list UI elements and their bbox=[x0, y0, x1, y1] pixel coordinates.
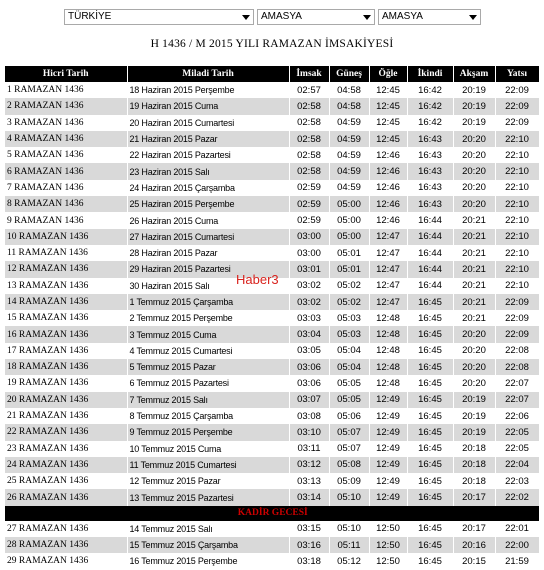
cell-ogle: 12:47 bbox=[369, 245, 407, 261]
cell-ikindi: 16:43 bbox=[407, 163, 453, 179]
cell-ogle: 12:49 bbox=[369, 392, 407, 408]
cell-imsak: 02:58 bbox=[289, 131, 329, 147]
cell-miladi: 30 Haziran 2015 Salı bbox=[127, 278, 289, 294]
cell-ikindi: 16:44 bbox=[407, 261, 453, 277]
cell-ogle: 12:47 bbox=[369, 229, 407, 245]
cell-gunes: 05:02 bbox=[329, 294, 369, 310]
cell-hicri: 24 RAMAZAN 1436 bbox=[5, 457, 127, 473]
col-yatsi: Yatsı bbox=[495, 66, 539, 82]
cell-yatsi: 22:09 bbox=[495, 310, 539, 326]
cell-aksam: 20:19 bbox=[453, 392, 495, 408]
cell-aksam: 20:19 bbox=[453, 424, 495, 440]
cell-ikindi: 16:45 bbox=[407, 537, 453, 553]
cell-hicri: 6 RAMAZAN 1436 bbox=[5, 163, 127, 179]
cell-miladi: 6 Temmuz 2015 Pazartesi bbox=[127, 375, 289, 391]
cell-gunes: 05:00 bbox=[329, 229, 369, 245]
cell-hicri: 29 RAMAZAN 1436 bbox=[5, 553, 127, 569]
col-ikindi: İkindi bbox=[407, 66, 453, 82]
cell-hicri: 14 RAMAZAN 1436 bbox=[5, 294, 127, 310]
cell-gunes: 05:07 bbox=[329, 424, 369, 440]
cell-yatsi: 22:08 bbox=[495, 343, 539, 359]
cell-gunes: 05:10 bbox=[329, 489, 369, 505]
cell-ikindi: 16:45 bbox=[407, 343, 453, 359]
cell-ogle: 12:49 bbox=[369, 457, 407, 473]
cell-yatsi: 22:10 bbox=[495, 229, 539, 245]
cell-miladi: 7 Temmuz 2015 Salı bbox=[127, 392, 289, 408]
cell-hicri: 23 RAMAZAN 1436 bbox=[5, 441, 127, 457]
cell-gunes: 04:59 bbox=[329, 131, 369, 147]
cell-yatsi: 22:10 bbox=[495, 278, 539, 294]
cell-hicri: 18 RAMAZAN 1436 bbox=[5, 359, 127, 375]
cell-ikindi: 16:45 bbox=[407, 457, 453, 473]
cell-ogle: 12:46 bbox=[369, 212, 407, 228]
cell-ogle: 12:45 bbox=[369, 131, 407, 147]
cell-ogle: 12:48 bbox=[369, 326, 407, 342]
cell-miladi: 9 Temmuz 2015 Perşembe bbox=[127, 424, 289, 440]
cell-ikindi: 16:42 bbox=[407, 82, 453, 98]
cell-ikindi: 16:45 bbox=[407, 326, 453, 342]
watermark-logo: Haber3 bbox=[236, 272, 279, 287]
cell-ikindi: 16:44 bbox=[407, 212, 453, 228]
cell-aksam: 20:18 bbox=[453, 457, 495, 473]
table-header bbox=[5, 66, 539, 82]
cell-miladi: 19 Haziran 2015 Cuma bbox=[127, 98, 289, 114]
page-title: H 1436 / M 2015 YILI RAMAZAN İMSAKİYESİ bbox=[150, 38, 394, 50]
cell-ogle: 12:48 bbox=[369, 359, 407, 375]
cell-ikindi: 16:44 bbox=[407, 229, 453, 245]
table-row bbox=[5, 359, 539, 375]
cell-miladi: 29 Haziran 2015 Pazartesi bbox=[127, 261, 289, 277]
cell-ogle: 12:48 bbox=[369, 310, 407, 326]
cell-miladi: 18 Haziran 2015 Perşembe bbox=[127, 82, 289, 98]
cell-ikindi: 16:45 bbox=[407, 310, 453, 326]
cell-gunes: 05:01 bbox=[329, 261, 369, 277]
cell-imsak: 03:02 bbox=[289, 278, 329, 294]
cell-ogle: 12:46 bbox=[369, 163, 407, 179]
cell-aksam: 20:19 bbox=[453, 82, 495, 98]
cell-ikindi: 16:45 bbox=[407, 521, 453, 537]
cell-ikindi: 16:42 bbox=[407, 98, 453, 114]
cell-ikindi: 16:44 bbox=[407, 278, 453, 294]
cell-hicri: 2 RAMAZAN 1436 bbox=[5, 98, 127, 114]
cell-gunes: 04:59 bbox=[329, 115, 369, 131]
kadir-gecesi-label: KADİR GECESİ bbox=[5, 506, 539, 521]
cell-gunes: 05:03 bbox=[329, 310, 369, 326]
cell-aksam: 20:21 bbox=[453, 261, 495, 277]
table-row bbox=[5, 375, 539, 391]
cell-miladi: 26 Haziran 2015 Cuma bbox=[127, 212, 289, 228]
cell-imsak: 02:57 bbox=[289, 82, 329, 98]
cell-miladi: 12 Temmuz 2015 Pazar bbox=[127, 473, 289, 489]
cell-ogle: 12:46 bbox=[369, 147, 407, 163]
cell-hicri: 25 RAMAZAN 1436 bbox=[5, 473, 127, 489]
cell-yatsi: 22:08 bbox=[495, 359, 539, 375]
cell-aksam: 20:19 bbox=[453, 115, 495, 131]
cell-imsak: 03:01 bbox=[289, 261, 329, 277]
cell-miladi: 21 Haziran 2015 Pazar bbox=[127, 131, 289, 147]
col-aksam: Akşam bbox=[453, 66, 495, 82]
cell-yatsi: 22:09 bbox=[495, 82, 539, 98]
cell-imsak: 03:18 bbox=[289, 553, 329, 569]
cell-ogle: 12:45 bbox=[369, 98, 407, 114]
cell-aksam: 20:20 bbox=[453, 180, 495, 196]
cell-gunes: 05:04 bbox=[329, 359, 369, 375]
table-row bbox=[5, 294, 539, 310]
cell-aksam: 20:21 bbox=[453, 212, 495, 228]
cell-hicri: 10 RAMAZAN 1436 bbox=[5, 229, 127, 245]
cell-imsak: 02:59 bbox=[289, 180, 329, 196]
cell-miladi: 22 Haziran 2015 Pazartesi bbox=[127, 147, 289, 163]
imsakiye-table bbox=[5, 66, 540, 570]
cell-yatsi: 22:06 bbox=[495, 408, 539, 424]
cell-ikindi: 16:45 bbox=[407, 375, 453, 391]
cell-ikindi: 16:43 bbox=[407, 147, 453, 163]
cell-imsak: 03:07 bbox=[289, 392, 329, 408]
cell-hicri: 27 RAMAZAN 1436 bbox=[5, 521, 127, 537]
cell-imsak: 03:00 bbox=[289, 245, 329, 261]
cell-imsak: 03:15 bbox=[289, 521, 329, 537]
cell-imsak: 02:59 bbox=[289, 196, 329, 212]
cell-aksam: 20:18 bbox=[453, 441, 495, 457]
cell-gunes: 05:12 bbox=[329, 553, 369, 569]
cell-ikindi: 16:43 bbox=[407, 196, 453, 212]
cell-imsak: 03:11 bbox=[289, 441, 329, 457]
cell-ogle: 12:50 bbox=[369, 537, 407, 553]
cell-imsak: 02:58 bbox=[289, 163, 329, 179]
table-row bbox=[5, 115, 539, 131]
table-row bbox=[5, 310, 539, 326]
cell-imsak: 03:03 bbox=[289, 310, 329, 326]
chevron-down-icon bbox=[363, 15, 371, 20]
cell-imsak: 03:04 bbox=[289, 326, 329, 342]
cell-yatsi: 22:10 bbox=[495, 180, 539, 196]
cell-yatsi: 21:59 bbox=[495, 553, 539, 569]
cell-hicri: 9 RAMAZAN 1436 bbox=[5, 212, 127, 228]
cell-miladi: 16 Temmuz 2015 Perşembe bbox=[127, 553, 289, 569]
cell-miladi: 3 Temmuz 2015 Cuma bbox=[127, 326, 289, 342]
cell-ikindi: 16:43 bbox=[407, 180, 453, 196]
cell-gunes: 05:08 bbox=[329, 457, 369, 473]
cell-hicri: 28 RAMAZAN 1436 bbox=[5, 537, 127, 553]
cell-aksam: 20:20 bbox=[453, 163, 495, 179]
cell-ogle: 12:45 bbox=[369, 82, 407, 98]
table-row bbox=[5, 343, 539, 359]
cell-yatsi: 22:10 bbox=[495, 147, 539, 163]
cell-ogle: 12:48 bbox=[369, 375, 407, 391]
cell-imsak: 03:02 bbox=[289, 294, 329, 310]
cell-yatsi: 22:10 bbox=[495, 163, 539, 179]
cell-imsak: 03:14 bbox=[289, 489, 329, 505]
cell-hicri: 5 RAMAZAN 1436 bbox=[5, 147, 127, 163]
cell-aksam: 20:20 bbox=[453, 196, 495, 212]
table-row bbox=[5, 553, 539, 569]
cell-hicri: 8 RAMAZAN 1436 bbox=[5, 196, 127, 212]
table-row bbox=[5, 180, 539, 196]
cell-aksam: 20:17 bbox=[453, 489, 495, 505]
table-row bbox=[5, 212, 539, 228]
cell-miladi: 5 Temmuz 2015 Pazar bbox=[127, 359, 289, 375]
cell-ikindi: 16:42 bbox=[407, 115, 453, 131]
cell-aksam: 20:19 bbox=[453, 408, 495, 424]
cell-yatsi: 22:07 bbox=[495, 375, 539, 391]
cell-yatsi: 22:09 bbox=[495, 115, 539, 131]
cell-ikindi: 16:45 bbox=[407, 392, 453, 408]
cell-gunes: 05:02 bbox=[329, 278, 369, 294]
cell-ikindi: 16:45 bbox=[407, 294, 453, 310]
cell-hicri: 19 RAMAZAN 1436 bbox=[5, 375, 127, 391]
cell-yatsi: 22:10 bbox=[495, 261, 539, 277]
cell-miladi: 27 Haziran 2015 Cumartesi bbox=[127, 229, 289, 245]
cell-miladi: 23 Haziran 2015 Salı bbox=[127, 163, 289, 179]
table-row bbox=[5, 326, 539, 342]
cell-aksam: 20:20 bbox=[453, 326, 495, 342]
cell-imsak: 02:58 bbox=[289, 147, 329, 163]
cell-ikindi: 16:44 bbox=[407, 245, 453, 261]
cell-gunes: 05:05 bbox=[329, 375, 369, 391]
cell-imsak: 03:10 bbox=[289, 424, 329, 440]
table-row bbox=[5, 147, 539, 163]
cell-ikindi: 16:45 bbox=[407, 359, 453, 375]
cell-ikindi: 16:45 bbox=[407, 408, 453, 424]
cell-aksam: 20:15 bbox=[453, 553, 495, 569]
cell-aksam: 20:19 bbox=[453, 98, 495, 114]
cell-miladi: 15 Temmuz 2015 Çarşamba bbox=[127, 537, 289, 553]
cell-aksam: 20:20 bbox=[453, 359, 495, 375]
chevron-down-icon bbox=[242, 15, 250, 20]
cell-ikindi: 16:45 bbox=[407, 553, 453, 569]
kadir-section bbox=[5, 506, 539, 521]
table-row bbox=[5, 245, 539, 261]
cell-imsak: 02:59 bbox=[289, 212, 329, 228]
cell-hicri: 20 RAMAZAN 1436 bbox=[5, 392, 127, 408]
cell-miladi: 11 Temmuz 2015 Cumartesi bbox=[127, 457, 289, 473]
cell-ogle: 12:50 bbox=[369, 553, 407, 569]
cell-yatsi: 22:07 bbox=[495, 392, 539, 408]
table-row bbox=[5, 473, 539, 489]
cell-imsak: 03:16 bbox=[289, 537, 329, 553]
cell-miladi: 4 Temmuz 2015 Cumartesi bbox=[127, 343, 289, 359]
cell-ikindi: 16:45 bbox=[407, 441, 453, 457]
cell-yatsi: 22:03 bbox=[495, 473, 539, 489]
cell-ogle: 12:47 bbox=[369, 261, 407, 277]
cell-aksam: 20:21 bbox=[453, 294, 495, 310]
cell-aksam: 20:20 bbox=[453, 131, 495, 147]
cell-miladi: 25 Haziran 2015 Perşembe bbox=[127, 196, 289, 212]
cell-gunes: 05:04 bbox=[329, 343, 369, 359]
cell-gunes: 04:58 bbox=[329, 82, 369, 98]
cell-miladi: 24 Haziran 2015 Çarşamba bbox=[127, 180, 289, 196]
table-row bbox=[5, 82, 539, 98]
cell-yatsi: 22:05 bbox=[495, 441, 539, 457]
cell-gunes: 04:58 bbox=[329, 98, 369, 114]
cell-aksam: 20:20 bbox=[453, 147, 495, 163]
cell-hicri: 26 RAMAZAN 1436 bbox=[5, 489, 127, 505]
cell-yatsi: 22:09 bbox=[495, 326, 539, 342]
cell-ogle: 12:49 bbox=[369, 424, 407, 440]
cell-hicri: 17 RAMAZAN 1436 bbox=[5, 343, 127, 359]
cell-miladi: 10 Temmuz 2015 Cuma bbox=[127, 441, 289, 457]
col-gunes: Güneş bbox=[329, 66, 369, 82]
cell-gunes: 05:11 bbox=[329, 537, 369, 553]
cell-yatsi: 22:10 bbox=[495, 131, 539, 147]
cell-gunes: 05:03 bbox=[329, 326, 369, 342]
cell-miladi: 20 Haziran 2015 Cumartesi bbox=[127, 115, 289, 131]
cell-gunes: 04:59 bbox=[329, 180, 369, 196]
cell-yatsi: 22:10 bbox=[495, 196, 539, 212]
cell-ogle: 12:48 bbox=[369, 343, 407, 359]
cell-aksam: 20:21 bbox=[453, 310, 495, 326]
cell-gunes: 05:06 bbox=[329, 408, 369, 424]
cell-aksam: 20:21 bbox=[453, 278, 495, 294]
cell-gunes: 04:59 bbox=[329, 163, 369, 179]
table-row bbox=[5, 521, 539, 537]
cell-ikindi: 16:43 bbox=[407, 131, 453, 147]
cell-gunes: 05:07 bbox=[329, 441, 369, 457]
col-hicri: Hicri Tarih bbox=[5, 66, 127, 82]
cell-hicri: 13 RAMAZAN 1436 bbox=[5, 278, 127, 294]
cell-imsak: 03:06 bbox=[289, 359, 329, 375]
cell-imsak: 03:06 bbox=[289, 375, 329, 391]
cell-ogle: 12:47 bbox=[369, 294, 407, 310]
cell-yatsi: 22:09 bbox=[495, 294, 539, 310]
cell-gunes: 05:10 bbox=[329, 521, 369, 537]
cell-miladi: 1 Temmuz 2015 Çarşamba bbox=[127, 294, 289, 310]
cell-aksam: 20:18 bbox=[453, 473, 495, 489]
table-row bbox=[5, 408, 539, 424]
table-row bbox=[5, 424, 539, 440]
table-row bbox=[5, 229, 539, 245]
cell-hicri: 21 RAMAZAN 1436 bbox=[5, 408, 127, 424]
cell-hicri: 11 RAMAZAN 1436 bbox=[5, 245, 127, 261]
cell-imsak: 03:13 bbox=[289, 473, 329, 489]
country-select[interactable] bbox=[64, 9, 254, 25]
cell-imsak: 03:08 bbox=[289, 408, 329, 424]
cell-imsak: 03:05 bbox=[289, 343, 329, 359]
cell-ikindi: 16:45 bbox=[407, 489, 453, 505]
cell-gunes: 05:00 bbox=[329, 196, 369, 212]
cell-miladi: 2 Temmuz 2015 Perşembe bbox=[127, 310, 289, 326]
col-miladi: Miladi Tarih bbox=[127, 66, 289, 82]
cell-aksam: 20:17 bbox=[453, 521, 495, 537]
cell-imsak: 02:58 bbox=[289, 98, 329, 114]
cell-gunes: 05:09 bbox=[329, 473, 369, 489]
cell-ogle: 12:49 bbox=[369, 441, 407, 457]
cell-ikindi: 16:45 bbox=[407, 424, 453, 440]
cell-hicri: 22 RAMAZAN 1436 bbox=[5, 424, 127, 440]
cell-imsak: 02:58 bbox=[289, 115, 329, 131]
table-row bbox=[5, 441, 539, 457]
table-row bbox=[5, 489, 539, 505]
cell-hicri: 15 RAMAZAN 1436 bbox=[5, 310, 127, 326]
cell-ogle: 12:46 bbox=[369, 196, 407, 212]
cell-imsak: 03:00 bbox=[289, 229, 329, 245]
table-row bbox=[5, 392, 539, 408]
cell-aksam: 20:20 bbox=[453, 375, 495, 391]
cell-aksam: 20:21 bbox=[453, 229, 495, 245]
cell-yatsi: 22:00 bbox=[495, 537, 539, 553]
province-value: AMASYA bbox=[261, 11, 302, 22]
cell-imsak: 03:12 bbox=[289, 457, 329, 473]
cell-ogle: 12:46 bbox=[369, 180, 407, 196]
cell-aksam: 20:16 bbox=[453, 537, 495, 553]
cell-ogle: 12:49 bbox=[369, 473, 407, 489]
kadir-gecesi-row bbox=[5, 506, 539, 521]
table-row bbox=[5, 131, 539, 147]
cell-yatsi: 22:10 bbox=[495, 245, 539, 261]
cell-ogle: 12:49 bbox=[369, 489, 407, 505]
cell-yatsi: 22:09 bbox=[495, 98, 539, 114]
table-body-end bbox=[5, 521, 539, 570]
cell-hicri: 3 RAMAZAN 1436 bbox=[5, 115, 127, 131]
cell-yatsi: 22:01 bbox=[495, 521, 539, 537]
cell-hicri: 7 RAMAZAN 1436 bbox=[5, 180, 127, 196]
table-row bbox=[5, 196, 539, 212]
cell-yatsi: 22:04 bbox=[495, 457, 539, 473]
district-select[interactable] bbox=[378, 9, 481, 25]
country-value: TÜRKİYE bbox=[68, 11, 112, 22]
cell-yatsi: 22:02 bbox=[495, 489, 539, 505]
province-select[interactable] bbox=[257, 9, 375, 25]
table-row bbox=[5, 163, 539, 179]
table-row bbox=[5, 537, 539, 553]
col-imsak: İmsak bbox=[289, 66, 329, 82]
cell-gunes: 04:59 bbox=[329, 147, 369, 163]
cell-miladi: 13 Temmuz 2015 Pazartesi bbox=[127, 489, 289, 505]
cell-aksam: 20:21 bbox=[453, 245, 495, 261]
cell-ikindi: 16:45 bbox=[407, 473, 453, 489]
cell-miladi: 28 Haziran 2015 Pazar bbox=[127, 245, 289, 261]
cell-hicri: 12 RAMAZAN 1436 bbox=[5, 261, 127, 277]
cell-aksam: 20:20 bbox=[453, 343, 495, 359]
table-row bbox=[5, 98, 539, 114]
cell-ogle: 12:45 bbox=[369, 115, 407, 131]
cell-ogle: 12:47 bbox=[369, 278, 407, 294]
cell-yatsi: 22:10 bbox=[495, 212, 539, 228]
col-ogle: Öğle bbox=[369, 66, 407, 82]
table-body-main bbox=[5, 82, 539, 506]
cell-ogle: 12:49 bbox=[369, 408, 407, 424]
cell-ogle: 12:50 bbox=[369, 521, 407, 537]
chevron-down-icon bbox=[469, 15, 477, 20]
cell-gunes: 05:00 bbox=[329, 212, 369, 228]
cell-yatsi: 22:05 bbox=[495, 424, 539, 440]
cell-hicri: 1 RAMAZAN 1436 bbox=[5, 82, 127, 98]
cell-hicri: 4 RAMAZAN 1436 bbox=[5, 131, 127, 147]
district-value: AMASYA bbox=[382, 11, 423, 22]
cell-miladi: 14 Temmuz 2015 Salı bbox=[127, 521, 289, 537]
table-row bbox=[5, 457, 539, 473]
cell-miladi: 8 Temmuz 2015 Çarşamba bbox=[127, 408, 289, 424]
cell-gunes: 05:01 bbox=[329, 245, 369, 261]
cell-hicri: 16 RAMAZAN 1436 bbox=[5, 326, 127, 342]
cell-gunes: 05:05 bbox=[329, 392, 369, 408]
